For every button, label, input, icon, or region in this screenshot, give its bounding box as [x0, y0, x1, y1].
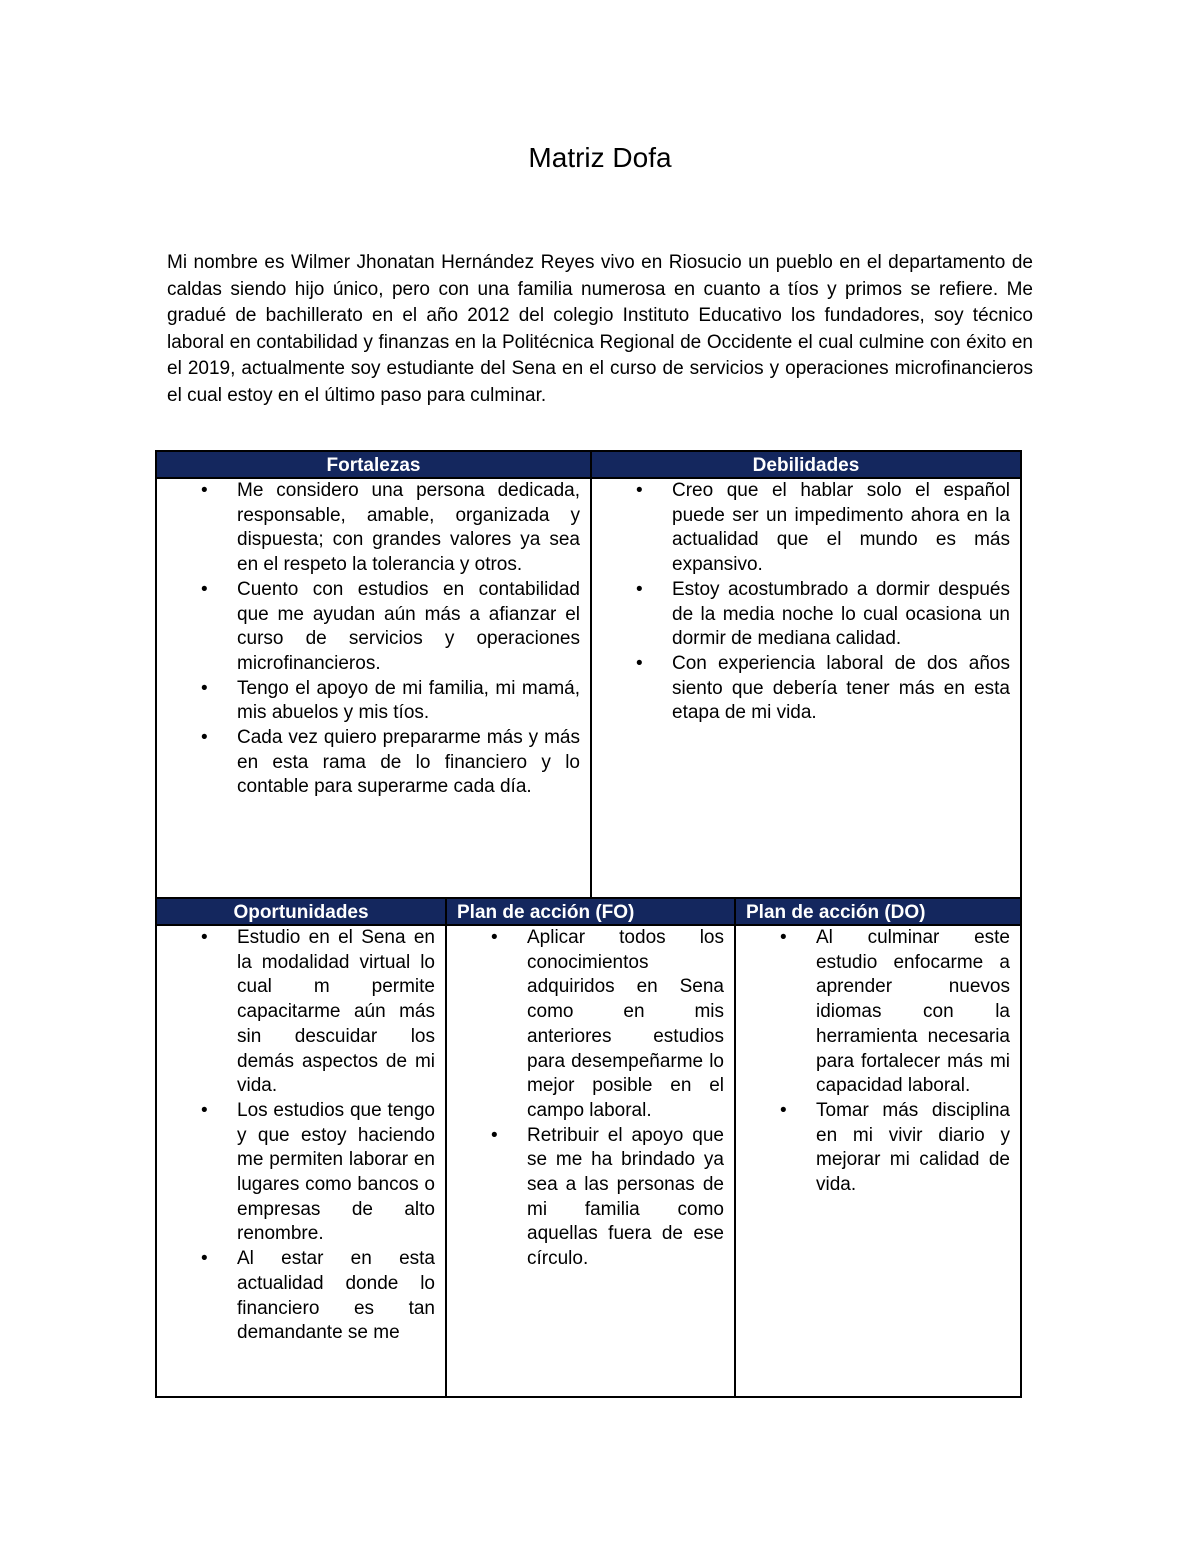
list-item: • Al estar en esta actualidad donde lo financiero es tan demandante se me — [237, 1247, 435, 1346]
list-item: • Aplicar todos los conocimientos adquiridos en Sena como en mis anteriores estudios para desempeñarme lo mejor posible en el campo laboral. — [527, 926, 724, 1124]
list-item: • Los estudios que tengo y que estoy haciendo me permiten laborar en lugares como bancos o empresas de alto renombre. — [237, 1099, 435, 1247]
list-item: • Tengo el apoyo de mi familia, mi mamá, mis abuelos y mis tíos. — [237, 677, 580, 726]
list-item: • Con experiencia laboral de dos años siento que debería tener más en esta etapa de mi vida. — [672, 652, 1010, 726]
list-item: • Me considero una persona dedicada, responsable, amable, organizada y dispuesta; con grandes valores ya sea en el respeto la tolerancia y otros. — [237, 479, 580, 578]
list-item: • Cada vez quiero prepararme más y más en esta rama de lo financiero y lo contable para superarme cada día. — [237, 726, 580, 800]
fortalezas-column — [157, 452, 590, 897]
oportunidades-header: Oportunidades — [157, 899, 445, 926]
debilidades-list — [592, 479, 1020, 726]
plan-fo-column — [445, 899, 734, 1396]
list-item: • Cuento con estudios en contabilidad que me ayudan aún más a afianzar el curso de servicios y operaciones microfinancieros. — [237, 578, 580, 677]
dofa-table-top — [155, 450, 1022, 899]
fortalezas-list — [157, 479, 590, 800]
plan-fo-list — [447, 926, 734, 1272]
plan-fo-header: Plan de acción (FO) — [447, 899, 734, 926]
list-item: • Estudio en el Sena en la modalidad virtual lo cual m permite capacitarme aún más sin descuidar los demás aspectos de mi vida. — [237, 926, 435, 1099]
page-title: Matriz Dofa — [528, 142, 672, 173]
dofa-table-bottom — [155, 899, 1022, 1398]
plan-do-list — [736, 926, 1020, 1198]
list-item: • Retribuir el apoyo que se me ha brindado ya sea a las personas de mi familia como aquellas fuera de ese círculo. — [527, 1124, 724, 1272]
intro-paragraph: Mi nombre es Wilmer Jhonatan Hernández Reyes vivo en Riosucio un pueblo en el departamento de caldas siendo hijo único, pero con una familia numerosa en cuanto a tíos y primos se refiere. Me gradué de bachillerato en el año 2012 del colegio Instituto Educativo los fundadores, soy técnico laboral en contabilidad y finanzas en la Politécnica Regional de Occidente el cual culmine con éxito en el 2019, actualmente soy estudiante del Sena en el curso de servicios y operaciones microfinancieros el cual estoy en el último paso para culminar. — [167, 252, 1033, 406]
oportunidades-column — [157, 899, 445, 1396]
debilidades-column — [590, 452, 1020, 897]
list-item: • Tomar más disciplina en mi vivir diario y mejorar mi calidad de vida. — [816, 1099, 1010, 1198]
list-item: • Estoy acostumbrado a dormir después de la media noche lo cual ocasiona un dormir de mediana calidad. — [672, 578, 1010, 652]
plan-do-header: Plan de acción (DO) — [736, 899, 1020, 926]
list-item: • Creo que el hablar solo el español puede ser un impedimento ahora en la actualidad que el mundo es más expansivo. — [672, 479, 1010, 578]
fortalezas-header: Fortalezas — [157, 452, 590, 479]
debilidades-header: Debilidades — [592, 452, 1020, 479]
plan-do-column — [734, 899, 1020, 1396]
oportunidades-list — [157, 926, 445, 1346]
list-item: • Al culminar este estudio enfocarme a aprender nuevos idiomas con la herramienta necesaria para fortalecer más mi capacidad laboral. — [816, 926, 1010, 1099]
